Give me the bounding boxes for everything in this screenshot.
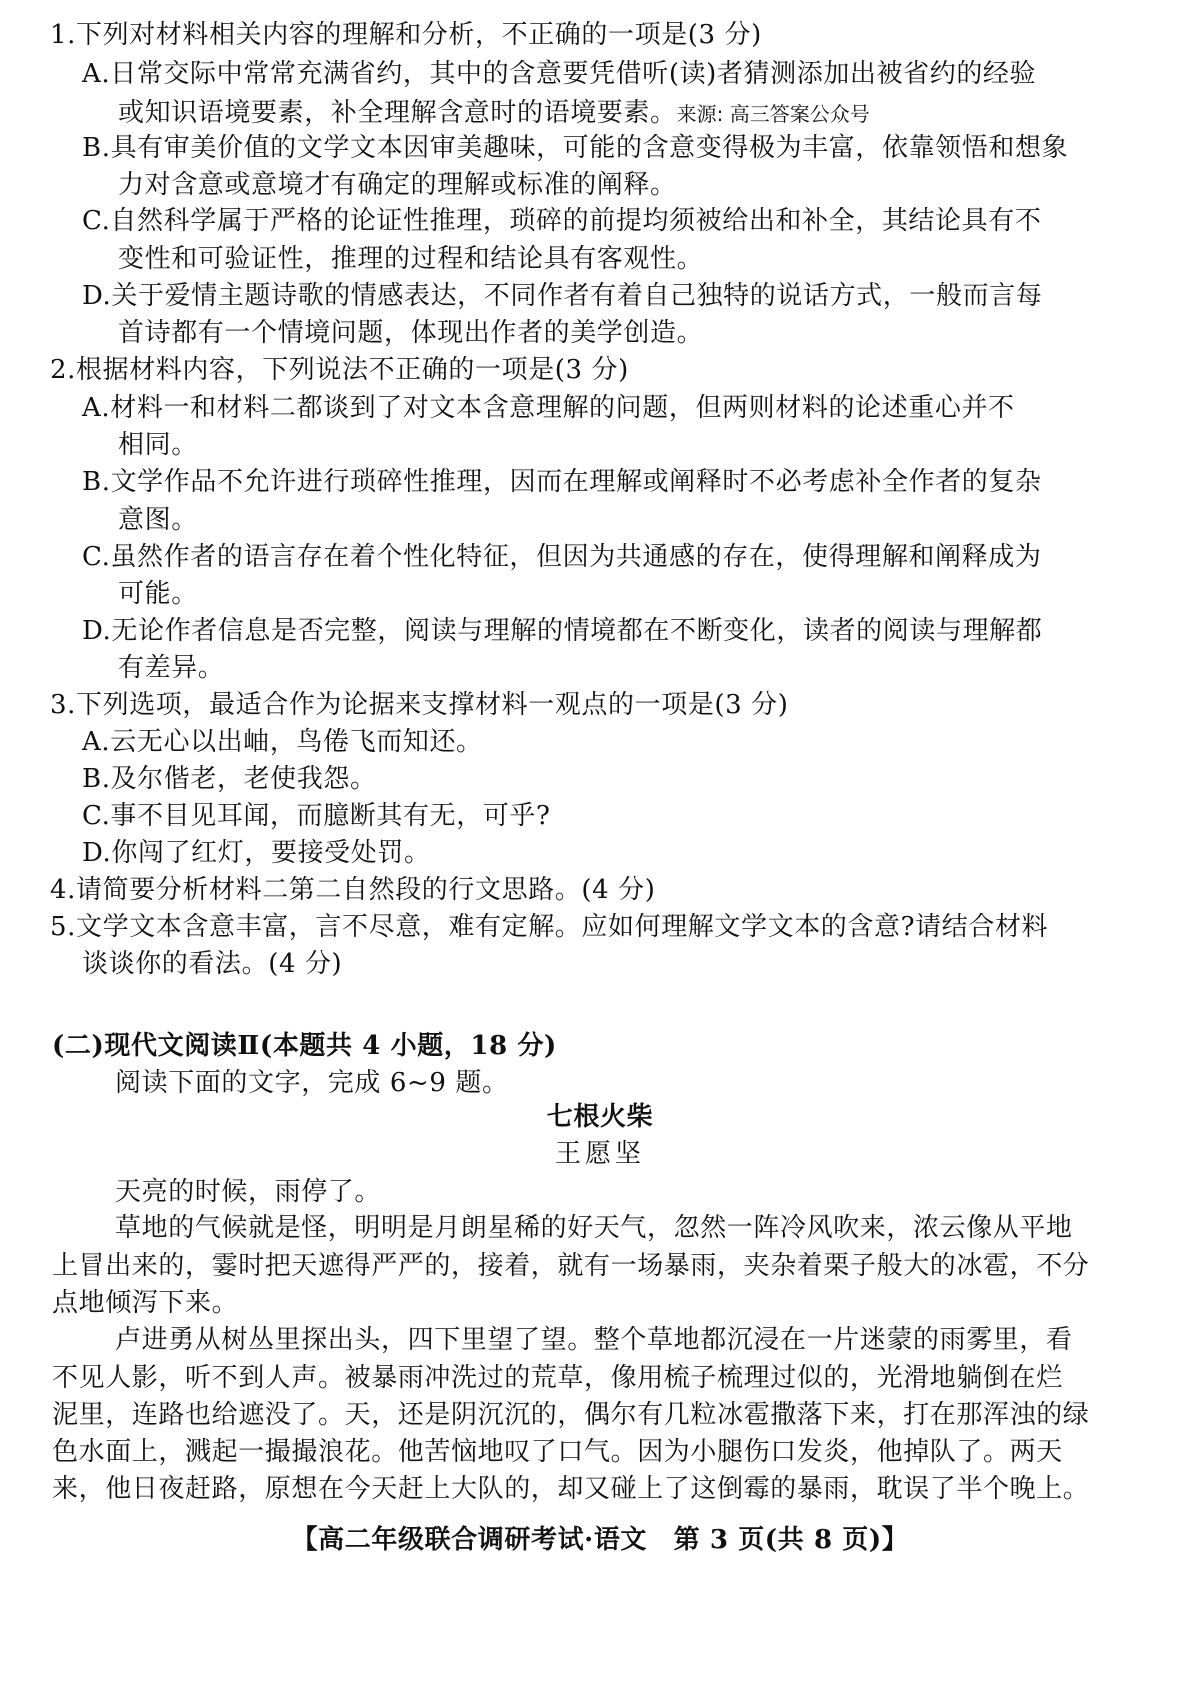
paragraph-3-line1: 卢进勇从树丛里探出头，四下里望了望。整个草地都沉浸在一片迷蒙的雨雾里，看	[115, 1325, 1073, 1355]
paragraph-2-line3: 点地倾泻下来。	[52, 1288, 239, 1318]
q2-option-b-line2: 意图。	[118, 505, 198, 535]
q3-option-a: A.云无心以出岫，鸟倦飞而知还。	[82, 727, 483, 757]
q2-option-d-line1: D.无论作者信息是否完整，阅读与理解的情境都在不断变化，读者的阅读与理解都	[82, 616, 1043, 646]
section-instruction: 阅读下面的文字，完成 6~9 题。	[115, 1068, 509, 1098]
question-4-stem: 4.请简要分析材料二第二自然段的行文思路。(4 分)	[50, 875, 656, 905]
q3-option-b: B.及尔偕老，老使我怨。	[82, 764, 377, 794]
q3-option-d: D.你闯了红灯，要接受处罚。	[82, 838, 431, 868]
q2-option-d-line2: 有差异。	[118, 653, 225, 683]
question-3-stem: 3.下列选项，最适合作为论据来支撑材料一观点的一项是(3 分)	[50, 690, 789, 720]
paragraph-2-line1: 草地的气候就是怪，明明是月朗星稀的好天气，忽然一阵冷风吹来，浓云像从平地	[115, 1213, 1073, 1243]
q3-option-c: C.事不目见耳闻，而臆断其有无，可乎?	[82, 801, 551, 831]
paragraph-3-line2: 不见人影，听不到人声。被暴雨冲洗过的荒草，像用梳子梳理过似的，光滑地躺倒在烂	[52, 1363, 1063, 1393]
q2-option-a-line2: 相同。	[118, 430, 198, 460]
question-1-stem: 1.下列对材料相关内容的理解和分析，不正确的一项是(3 分)	[50, 20, 762, 50]
q1-option-a-line2-text: 或知识语境要素，补全理解含意时的语境要素。	[118, 98, 677, 128]
q2-option-b-line1: B.文学作品不允许进行琐碎性推理，因而在理解或阐释时不必考虑补全作者的复杂	[82, 467, 1042, 497]
q1-option-d-line1: D.关于爱情主题诗歌的情感表达，不同作者有着自己独特的说话方式，一般而言每	[82, 281, 1043, 311]
q1-option-d-line2: 首诗都有一个情境问题，体现出作者的美学创造。	[118, 318, 704, 348]
q1-option-c-line2: 变性和可验证性，推理的过程和结论具有客观性。	[118, 244, 704, 274]
source-note: 来源: 高三答案公众号	[676, 102, 870, 126]
paragraph-1-line1: 天亮的时候，雨停了。	[115, 1177, 382, 1207]
q2-option-c-line1: C.虽然作者的语言存在着个性化特征，但因为共通感的存在，使得理解和阐释成为	[82, 542, 1042, 572]
q1-option-c-line1: C.自然科学属于严格的论证性推理，琐碎的前提均须被给出和补全，其结论具有不	[82, 206, 1042, 236]
question-5-stem-cont: 谈谈你的看法。(4 分)	[82, 949, 343, 979]
page-footer: 【高二年级联合调研考试·语文 第 3 页(共 8 页)】	[291, 1525, 909, 1555]
q1-option-a-line2	[118, 98, 870, 129]
story-author: 王愿坚	[554, 1139, 645, 1169]
paragraph-3-line5: 来，他日夜赶路，原想在今天赶上大队的，却又碰上了这倒霉的暴雨，耽误了半个晚上。	[52, 1474, 1090, 1504]
q2-option-c-line2: 可能。	[118, 579, 198, 609]
q1-option-a-line1: A.日常交际中常常充满省约，其中的含意要凭借听(读)者猜测添加出被省约的经验	[82, 59, 1037, 89]
story-title: 七根火柴	[546, 1102, 654, 1132]
paragraph-3-line3: 泥里，连路也给遮没了。天，还是阴沉沉的，偶尔有几粒冰雹撒落下来，打在那浑浊的绿	[52, 1400, 1090, 1430]
q1-option-b-line1: B.具有审美价值的文学文本因审美趣味，可能的含意变得极为丰富，依靠领悟和想象	[82, 133, 1069, 163]
q2-option-a-line1: A.材料一和材料二都谈到了对文本含意理解的问题，但两则材料的论述重心并不	[82, 393, 1015, 423]
question-2-stem: 2.根据材料内容，下列说法不正确的一项是(3 分)	[50, 355, 629, 385]
question-5-stem: 5.文学文本含意丰富，言不尽意，难有定解。应如何理解文学文本的含意?请结合材料	[50, 912, 1049, 942]
section-heading: (二)现代文阅读Ⅱ(本题共 4 小题，18 分)	[52, 1031, 557, 1061]
paragraph-3-line4: 色水面上，溅起一撮撮浪花。他苦恼地叹了口气。因为小腿伤口发炎，他掉队了。两天	[52, 1437, 1063, 1467]
paragraph-2-line2: 上冒出来的，霎时把天遮得严严的，接着，就有一场暴雨，夹杂着栗子般大的冰雹，不分	[52, 1251, 1090, 1281]
q1-option-b-line2: 力对含意或意境才有确定的理解或标准的阐释。	[118, 170, 677, 200]
